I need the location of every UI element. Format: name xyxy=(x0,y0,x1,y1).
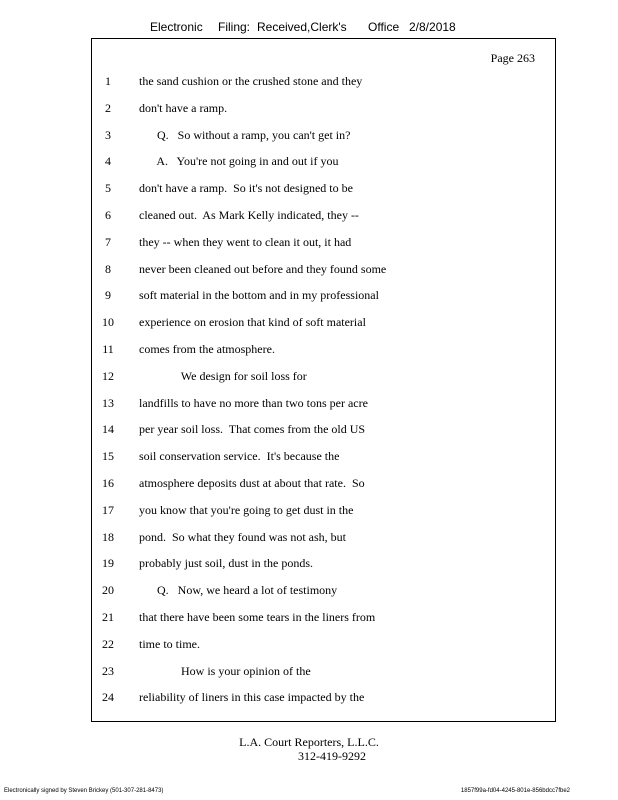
line-text: the sand cushion or the crushed stone and they xyxy=(139,74,363,88)
line-text: that there have been some tears in the liners from xyxy=(139,610,376,624)
line-text: never been cleaned out before and they found some xyxy=(139,261,387,276)
line-number: 8 xyxy=(105,261,111,276)
line-text: atmosphere deposits dust at about that rate. So xyxy=(139,476,365,490)
line-text: Q. So without a ramp, you can't get in? xyxy=(139,127,351,142)
line-text: time to time. xyxy=(139,636,200,651)
reporter-phone: 312-419-9292 xyxy=(298,749,366,763)
header-received: Received,Clerk's xyxy=(257,20,347,34)
line-text: landfills to have no more than two tons per acre xyxy=(139,395,368,410)
line-text: they -- when they went to clean it out, it had xyxy=(139,234,352,249)
line-number: 14 xyxy=(102,422,114,437)
line-text: you know that you're going to get dust in the xyxy=(139,502,354,517)
line-text: experience on erosion that kind of soft material xyxy=(139,315,366,330)
document-hash: 1857f99a-fd04-4245-801e-856bdcc7fbe2 xyxy=(460,788,570,794)
line-number: 21 xyxy=(102,610,114,624)
line-number: 2 xyxy=(105,100,111,115)
line-text: reliability of liners in this case impacted by the xyxy=(139,690,365,705)
line-number: 4 xyxy=(105,154,111,169)
line-text: cleaned out. As Mark Kelly indicated, they -- xyxy=(139,208,359,222)
line-number: 6 xyxy=(105,208,111,222)
line-number: 24 xyxy=(102,690,114,705)
page-number: Page 263 xyxy=(490,51,535,65)
line-text: comes from the atmosphere. xyxy=(139,342,275,356)
line-number: 12 xyxy=(102,368,114,383)
line-number: 5 xyxy=(105,181,111,196)
line-text: We design for soil loss for xyxy=(139,368,307,383)
header-date: 2/8/2018 xyxy=(409,20,456,34)
line-text: How is your opinion of the xyxy=(139,663,311,678)
line-number: 19 xyxy=(102,556,114,571)
line-text: per year soil loss. That comes from the old US xyxy=(139,422,366,437)
line-text: A. You're not going in and out if you xyxy=(139,154,339,169)
line-number: 20 xyxy=(102,583,114,598)
line-number: 17 xyxy=(102,502,114,517)
line-number: 18 xyxy=(102,529,114,544)
line-text: soft material in the bottom and in my professional xyxy=(139,288,379,303)
line-text: probably just soil, dust in the ponds. xyxy=(139,556,313,571)
line-text: soil conservation service. It's because the xyxy=(139,449,340,464)
header-filing: Filing: xyxy=(218,20,251,34)
line-text: don't have a ramp. xyxy=(139,100,228,115)
line-number: 10 xyxy=(102,315,114,330)
line-number: 11 xyxy=(102,342,114,356)
line-text: Q. Now, we heard a lot of testimony xyxy=(139,583,338,598)
line-number: 1 xyxy=(105,74,111,88)
line-text: pond. So what they found was not ash, but xyxy=(139,529,346,544)
line-text: don't have a ramp. So it's not designed to be xyxy=(139,181,353,196)
line-number: 16 xyxy=(102,476,114,490)
line-number: 15 xyxy=(102,449,114,464)
line-number: 22 xyxy=(102,636,114,651)
filing-header xyxy=(0,20,618,38)
header-electronic: Electronic xyxy=(150,20,203,34)
line-number: 7 xyxy=(105,234,111,249)
line-number: 23 xyxy=(102,663,114,678)
line-number: 3 xyxy=(105,127,111,142)
header-office: Office xyxy=(368,20,400,34)
line-number: 13 xyxy=(102,395,114,410)
line-number: 9 xyxy=(105,288,111,303)
electronic-signature: Electronically signed by Steven Brickey (501-307-281-8473) xyxy=(4,788,164,794)
reporter-company: L.A. Court Reporters, L.L.C. xyxy=(239,735,379,749)
